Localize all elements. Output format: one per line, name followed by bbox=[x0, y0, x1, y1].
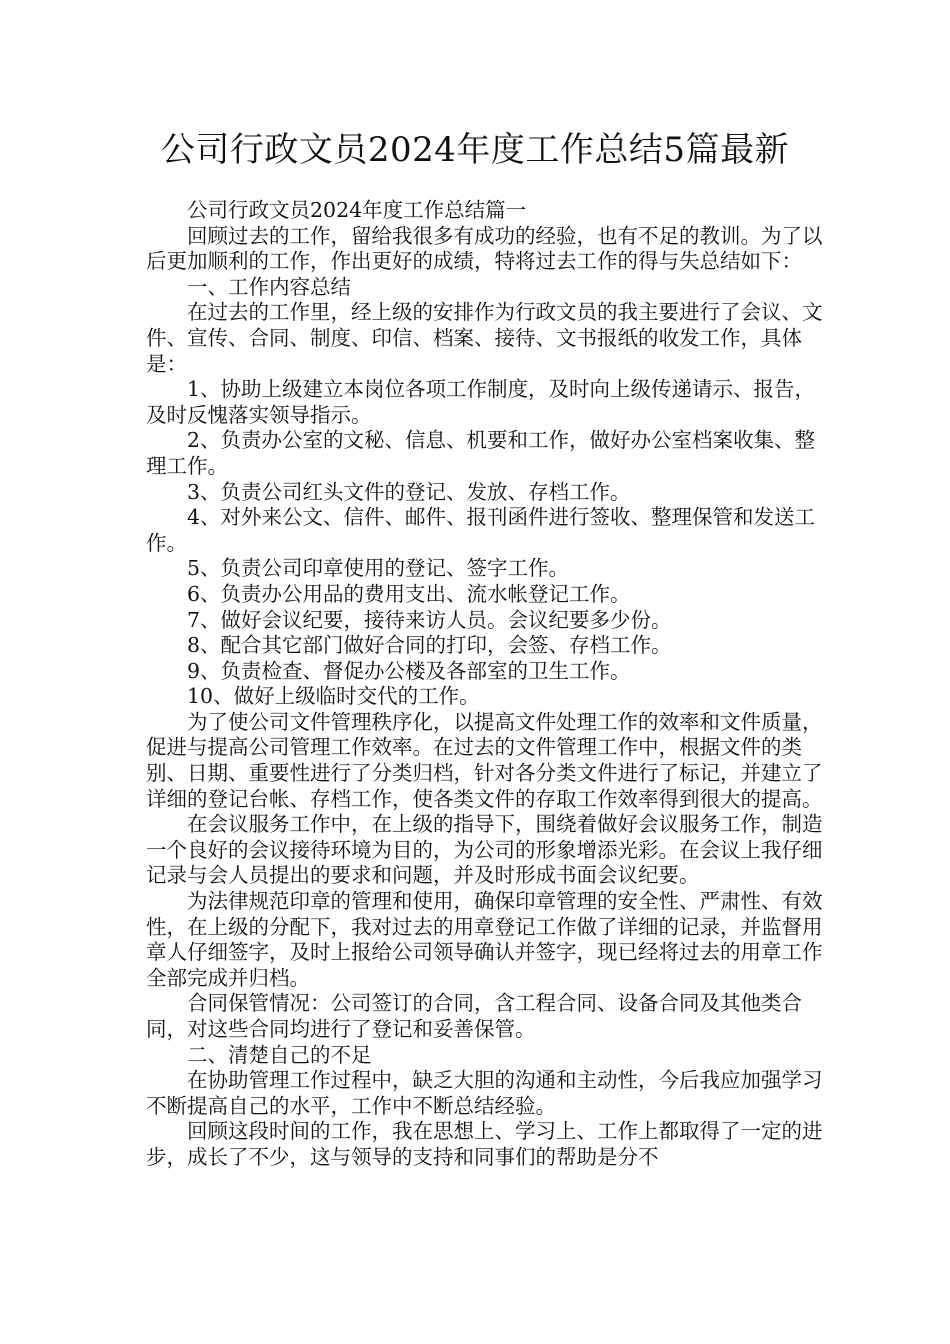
paragraph: 在协助管理工作过程中，缺乏大胆的沟通和主动性，今后我应加强学习不断提高自己的水平，工作中不断总结经验。 bbox=[146, 1068, 823, 1118]
section-heading: 公司行政文员2024年度工作总结篇一 bbox=[187, 198, 527, 222]
paragraph: 回顾过去的工作，留给我很多有成功的经验，也有不足的教训。为了以后更加顺利的工作，作出更好的成绩，特将过去工作的得与失总结如下： bbox=[146, 223, 823, 274]
list-item: 9、负责检查、督促办公楼及各部室的卫生工作。 bbox=[187, 658, 631, 683]
list-item: 2、负责办公室的文秘、信息、机要和工作，做好办公室档案收集、整理工作。 bbox=[146, 428, 816, 478]
section-heading: 一、工作内容总结 bbox=[187, 274, 351, 299]
list-item: 5、负责公司印章使用的登记、签字工作。 bbox=[187, 556, 570, 581]
section-heading: 二、清楚自己的不足 bbox=[187, 1042, 372, 1067]
list-item: 1、协助上级建立本岗位各项工作制度，及时向上级传递请示、报告，及时反愧落实领导指示。 bbox=[146, 377, 816, 427]
paragraph: 合同保管情况：公司签订的合同，含工程合同、设备合同及其他类合同，对这些合同均进行了登记和妥善保管。 bbox=[146, 991, 802, 1041]
paragraph: 在过去的工作里，经上级的安排作为行政文员的我主要进行了会议、文件、宣传、合同、制度、印信、档案、接待、文书报纸的收发工作，具体是： bbox=[146, 300, 823, 376]
list-item: 3、负责公司红头文件的登记、发放、存档工作。 bbox=[187, 479, 631, 504]
document-body bbox=[146, 198, 828, 1171]
list-item: 7、做好会议纪要，接待来访人员。会议纪要多少份。 bbox=[187, 607, 672, 632]
paragraph: 在会议服务工作中，在上级的指导下，围绕着做好会议服务工作，制造一个良好的会议接待环境为目的，为公司的形象增添光彩。在会议上我仔细记录与会人员提出的要求和问题，并及时形成书面会议纪要。 bbox=[146, 812, 823, 888]
paragraph: 回顾这段时间的工作，我在思想上、学习上、工作上都取得了一定的进步，成长了不少，这与领导的支持和同事们的帮助是分不 bbox=[146, 1119, 823, 1169]
list-item: 8、配合其它部门做好合同的打印，会签、存档工作。 bbox=[187, 633, 672, 658]
paragraph: 为法律规范印章的管理和使用，确保印章管理的安全性、严肃性、有效性，在上级的分配下，我对过去的用章登记工作做了详细的记录，并监督用章人仔细签字，及时上报给公司领导确认并签字，现已经将过去的用章工作全部完成并归档。 bbox=[146, 889, 823, 990]
paragraph: 为了使公司文件管理秩序化，以提高文件处理工作的效率和文件质量，促进与提高公司管理工作效率。在过去的文件管理工作中，根据文件的类别、日期、重要性进行了分类归档，针对各分类文件进行了标记，并建立了详细的登记台帐、存档工作，使各类文件的存取工作效率得到很大的提高。 bbox=[146, 709, 823, 811]
document-title: 公司行政文员2024年度工作总结5篇最新 bbox=[160, 130, 790, 170]
list-item: 10、做好上级临时交代的工作。 bbox=[187, 684, 480, 709]
list-item: 6、负责办公用品的费用支出、流水帐登记工作。 bbox=[187, 581, 631, 606]
list-item: 4、对外来公文、信件、邮件、报刊函件进行签收、整理保管和发送工作。 bbox=[146, 505, 816, 555]
